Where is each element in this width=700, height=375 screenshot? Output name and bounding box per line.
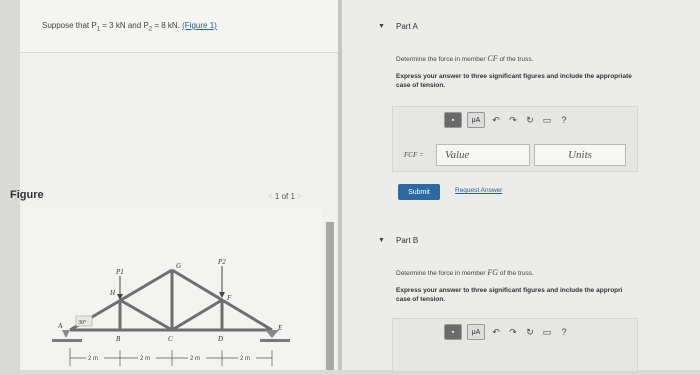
part-b-title[interactable]: Part B — [396, 236, 419, 245]
help-icon[interactable]: ? — [561, 115, 567, 125]
figure-label: Figure — [10, 189, 44, 201]
part-b-question-end: of the truss. — [498, 270, 534, 277]
part-a-member: CF — [487, 54, 498, 63]
reset-icon[interactable]: ↻ — [526, 114, 534, 125]
part-a-question-text: Determine the force in member — [396, 56, 488, 63]
ground-a — [52, 339, 82, 342]
node-e-label: E — [278, 324, 283, 332]
mu-a-button[interactable]: μA — [467, 324, 485, 340]
page-indicator: 1 of 1 — [274, 192, 295, 201]
span-2-label: 2 m — [140, 356, 151, 362]
part-b-question — [396, 268, 534, 277]
member-hc — [120, 300, 172, 330]
node-d-label: D — [218, 335, 224, 343]
member-cf — [172, 300, 222, 330]
node-b-label: B — [116, 335, 121, 343]
part-a-question — [396, 54, 533, 63]
figure-scrollbar[interactable] — [326, 222, 334, 370]
part-a-instruction-line-1: Express your answer to three significant figures and include the appropriate — [396, 73, 632, 80]
part-b-question-text: Determine the force in member — [396, 270, 488, 277]
mu-a-button[interactable]: μA — [467, 112, 485, 128]
value-input[interactable]: Value — [436, 144, 530, 166]
problem-statement — [42, 21, 217, 33]
pin-support-a — [62, 330, 70, 338]
part-a-collapse-icon[interactable]: ▼ — [378, 23, 385, 30]
part-b-instruction-line-2: case of tension. — [396, 296, 446, 303]
part-a-title[interactable]: Part A — [396, 22, 418, 31]
node-a-label: A — [58, 322, 63, 330]
figure-pager — [268, 192, 302, 201]
part-a-instructions — [396, 72, 632, 90]
statement-text: Suppose that P — [42, 21, 97, 30]
truss-members — [70, 270, 272, 330]
part-b-toolbar — [444, 324, 570, 340]
keyboard-icon[interactable]: ▭ — [542, 114, 552, 125]
ground-e — [260, 339, 290, 342]
undo-icon[interactable]: ↶ — [492, 326, 500, 337]
redo-icon[interactable]: ↷ — [509, 326, 517, 337]
span-1-label: 2 m — [88, 356, 99, 362]
part-a-instruction-line-2: case of tension. — [396, 82, 446, 89]
node-h-label: H — [110, 289, 116, 297]
part-b-member: FG — [487, 268, 499, 277]
part-a-question-end: of the truss. — [497, 56, 534, 63]
statement-text-2: = 3 kN and P — [100, 21, 149, 30]
prev-figure-button[interactable]: < — [268, 192, 273, 201]
part-b-instruction-line-1: Express your answer to three significant figures and include the appropri — [396, 287, 623, 294]
template-icon[interactable]: ▪ — [444, 112, 462, 128]
p1-subscript: 1 — [96, 26, 101, 33]
node-f-label: F — [227, 294, 232, 302]
template-icon[interactable]: ▪ — [444, 324, 462, 340]
span-4-label: 2 m — [240, 356, 251, 362]
angle-label: 30° — [78, 320, 87, 326]
truss-figure — [22, 208, 322, 370]
redo-icon[interactable]: ↷ — [509, 114, 517, 125]
truss-diagram — [22, 208, 322, 370]
undo-icon[interactable]: ↶ — [492, 114, 500, 125]
keyboard-icon[interactable]: ▭ — [542, 326, 552, 337]
statement-text-3: = 8 kN. — [152, 21, 180, 30]
units-input[interactable]: Units — [534, 144, 626, 166]
roller-support-e — [265, 330, 279, 338]
span-3-label: 2 m — [190, 356, 201, 362]
problem-header — [20, 0, 338, 53]
node-g-label: G — [176, 262, 182, 270]
node-c-label: C — [168, 335, 173, 343]
figure-link[interactable]: (Figure 1) — [182, 21, 217, 30]
part-b-collapse-icon[interactable]: ▼ — [378, 237, 385, 244]
fcf-variable-label: FCF = — [404, 151, 424, 159]
submit-button[interactable]: Submit — [398, 184, 440, 200]
part-b-instructions — [396, 286, 622, 304]
help-icon[interactable]: ? — [561, 327, 567, 337]
p1-label: P1 — [116, 268, 124, 276]
p2-subscript: 2 — [148, 26, 153, 33]
next-figure-button[interactable]: > — [297, 192, 302, 201]
request-answer-link[interactable]: Request Answer — [455, 187, 503, 194]
p2-label: P2 — [218, 258, 226, 266]
reset-icon[interactable]: ↻ — [526, 326, 534, 337]
part-a-toolbar — [444, 112, 570, 128]
